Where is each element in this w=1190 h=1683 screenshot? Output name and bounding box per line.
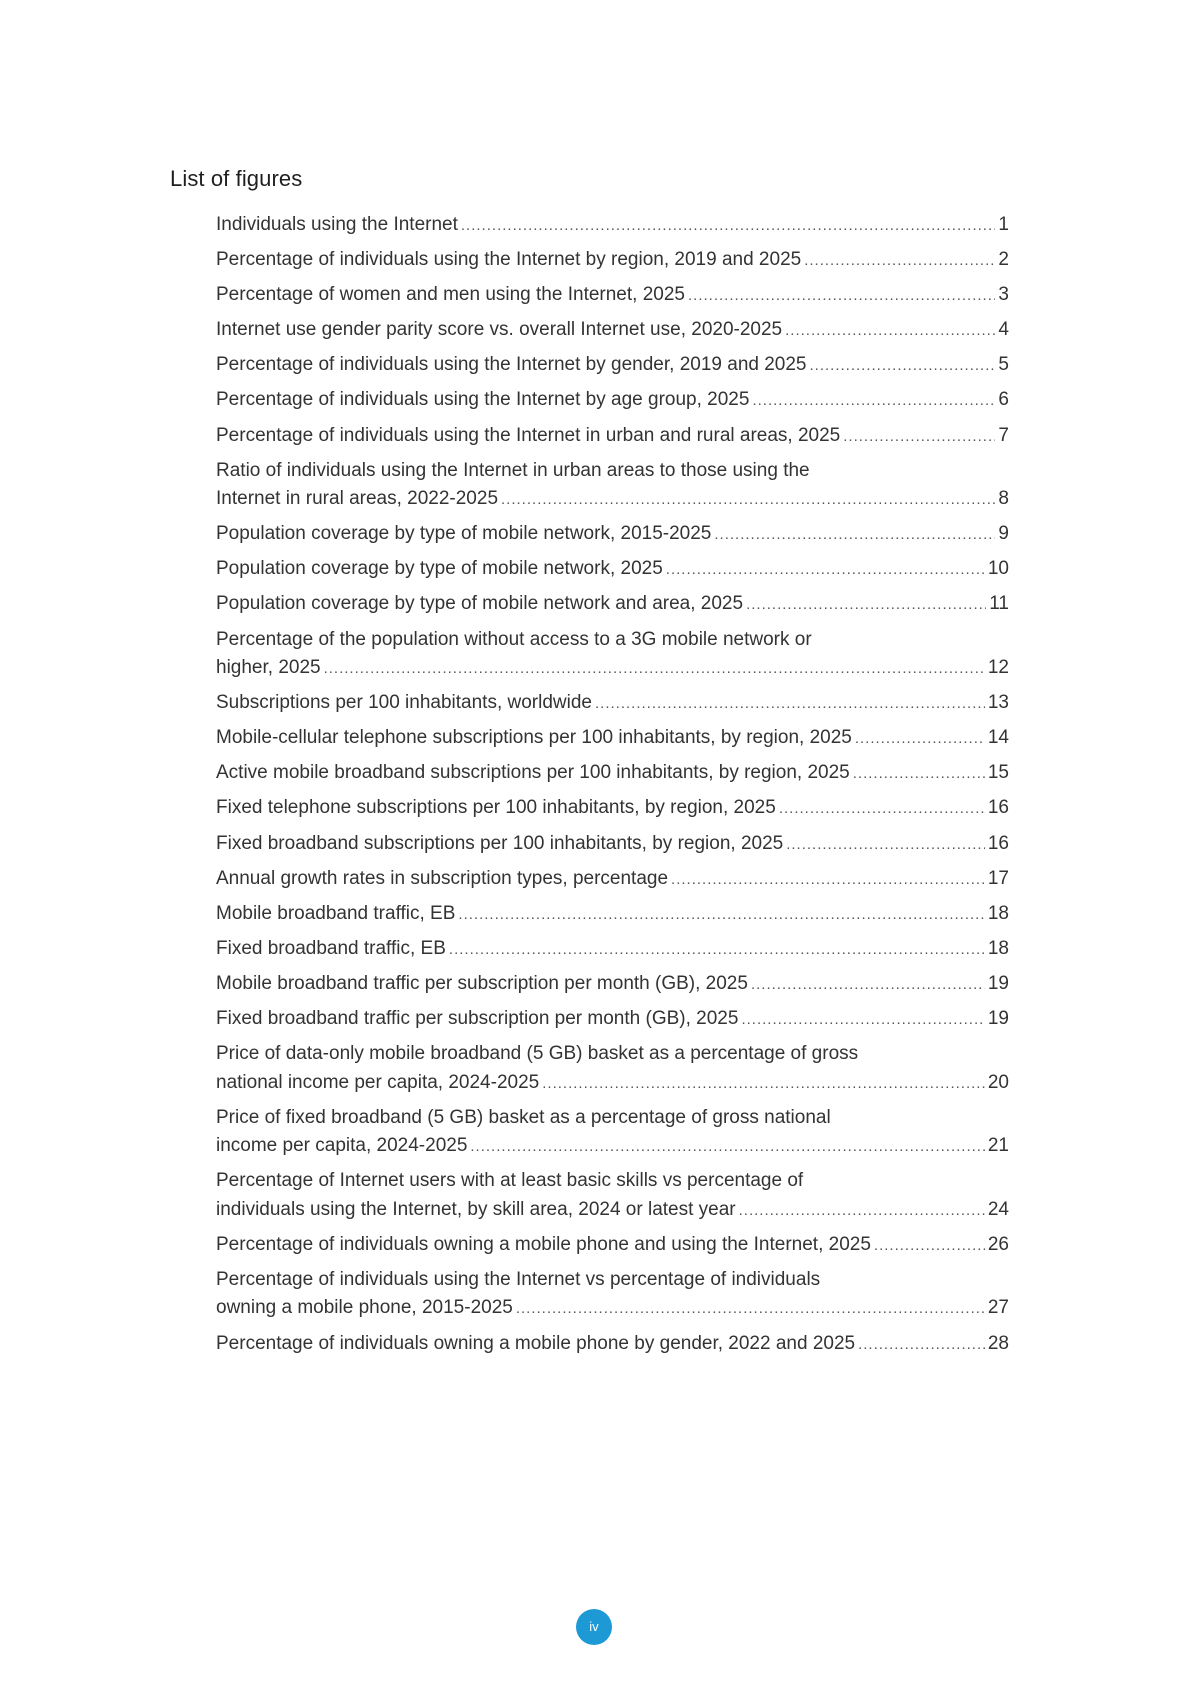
figure-list-item[interactable]: [216, 351, 1009, 381]
figure-title: Internet use gender parity score vs. overall Internet use, 2020-2025: [216, 319, 783, 341]
figure-page-number: 13: [987, 692, 1009, 714]
figure-page-number: 18: [987, 902, 1009, 924]
figure-title: Active mobile broadband subscriptions per 100 inhabitants, by region, 2025: [216, 762, 850, 784]
dot-leader: [688, 282, 995, 311]
dot-leader: [751, 971, 985, 1000]
figure-title: Population coverage by type of mobile network, 2015-2025: [216, 523, 712, 545]
figure-title: Fixed broadband subscriptions per 100 inhabitants, by region, 2025: [216, 832, 784, 854]
dot-leader: [746, 591, 986, 620]
dot-leader: [324, 655, 985, 684]
dot-leader: [666, 556, 985, 585]
figure-list-item[interactable]: [216, 316, 1009, 346]
figure-page-number: 3: [998, 284, 1009, 306]
figure-page-number: 21: [987, 1135, 1009, 1157]
figure-list-item[interactable]: [216, 211, 1009, 241]
dot-leader: [874, 1232, 985, 1261]
dot-leader: [855, 725, 985, 754]
figure-page-number: 16: [987, 832, 1009, 854]
dot-leader: [516, 1295, 985, 1324]
figure-list-item[interactable]: [216, 555, 1009, 585]
figure-page-number: 12: [987, 657, 1009, 679]
figure-list-item[interactable]: [216, 520, 1009, 550]
figure-list-item[interactable]: [216, 865, 1009, 895]
dot-leader: [804, 247, 995, 276]
dot-leader: [843, 423, 995, 452]
figure-list-item[interactable]: [216, 590, 1009, 620]
figure-title-first-line: Percentage of individuals using the Internet vs percentage of individuals: [216, 1268, 821, 1290]
figure-title: Population coverage by type of mobile network and area, 2025: [216, 593, 744, 615]
figure-title-first-line: Percentage of Internet users with at least basic skills vs percentage of: [216, 1170, 804, 1192]
figure-page-number: 10: [987, 558, 1009, 580]
dot-leader: [779, 795, 985, 824]
figure-title: income per capita, 2024-2025: [216, 1135, 468, 1157]
figure-list-item[interactable]: [216, 830, 1009, 860]
figure-title-first-line: Ratio of individuals using the Internet in urban areas to those using the: [216, 459, 810, 481]
figure-title: Mobile broadband traffic per subscription per month (GB), 2025: [216, 972, 748, 994]
figure-page-number: 5: [998, 354, 1009, 376]
figure-title: Percentage of individuals owning a mobile phone by gender, 2022 and 2025: [216, 1332, 856, 1354]
figure-page-number: 18: [987, 937, 1009, 959]
figure-list-item[interactable]: [216, 386, 1009, 416]
figure-list-item[interactable]: [216, 900, 1009, 930]
figure-list-item[interactable]: [216, 759, 1009, 789]
figure-title: Subscriptions per 100 inhabitants, worldwide: [216, 692, 592, 714]
figure-page-number: 15: [987, 762, 1009, 784]
figure-title: Population coverage by type of mobile network, 2025: [216, 558, 663, 580]
figure-page-number: 6: [998, 389, 1009, 411]
figure-page-number: 4: [998, 319, 1009, 341]
figure-page-number: 2: [998, 249, 1009, 271]
figure-list-item[interactable]: [216, 246, 1009, 276]
dot-leader: [595, 690, 985, 719]
figure-title: Annual growth rates in subscription types, percentage: [216, 867, 669, 889]
figure-title: national income per capita, 2024-2025: [216, 1071, 540, 1093]
figure-list-item[interactable]: [216, 724, 1009, 754]
figure-title-first-line: Price of data-only mobile broadband (5 GB) basket as a percentage of gross: [216, 1043, 859, 1065]
dot-leader: [714, 521, 995, 550]
figure-title: Individuals using the Internet: [216, 214, 458, 235]
figure-list-item[interactable]: [216, 457, 1009, 515]
page-title: List of figures: [170, 166, 303, 191]
page-number-badge: iv: [576, 1609, 612, 1645]
dot-leader: [449, 936, 985, 965]
figure-list-item[interactable]: [216, 1167, 1009, 1225]
figure-title: Mobile broadband traffic, EB: [216, 902, 456, 924]
dot-leader: [470, 1133, 984, 1162]
figure-list-item[interactable]: [216, 1266, 1009, 1324]
figure-list-item[interactable]: [216, 1104, 1009, 1162]
dot-leader: [741, 1006, 984, 1035]
figure-list-item[interactable]: [216, 1005, 1009, 1035]
figure-list-item[interactable]: [216, 281, 1009, 311]
figure-title: higher, 2025: [216, 657, 321, 679]
dot-leader: [810, 352, 996, 381]
figure-title: Percentage of individuals owning a mobile phone and using the Internet, 2025: [216, 1233, 871, 1255]
figure-list-item[interactable]: [216, 689, 1009, 719]
figure-title: Percentage of individuals using the Internet in urban and rural areas, 2025: [216, 424, 841, 446]
figure-page-number: 14: [987, 727, 1009, 749]
figure-title: Fixed broadband traffic, EB: [216, 937, 446, 959]
figure-title: Internet in rural areas, 2022-2025: [216, 488, 499, 510]
figure-list-item[interactable]: [216, 422, 1009, 452]
figure-list-item[interactable]: [216, 970, 1009, 1000]
figure-title: Percentage of individuals using the Internet by age group, 2025: [216, 389, 750, 411]
figure-title: Mobile-cellular telephone subscriptions per 100 inhabitants, by region, 2025: [216, 727, 852, 749]
figure-title-first-line: Price of fixed broadband (5 GB) basket as a percentage of gross national: [216, 1106, 831, 1128]
figure-list-item[interactable]: [216, 935, 1009, 965]
figure-list-item[interactable]: [216, 626, 1009, 684]
figure-page-number: 20: [987, 1071, 1009, 1093]
figure-list-item[interactable]: [216, 1330, 1009, 1360]
dot-leader: [752, 387, 995, 416]
dot-leader: [461, 212, 996, 241]
dot-leader: [458, 901, 984, 930]
figure-page-number: 11: [989, 593, 1009, 615]
figure-title: Percentage of individuals using the Internet by region, 2019 and 2025: [216, 249, 802, 271]
figure-title: Fixed broadband traffic per subscription per month (GB), 2025: [216, 1007, 739, 1029]
figure-page-number: 17: [987, 867, 1009, 889]
figure-list-item[interactable]: [216, 1231, 1009, 1261]
figure-page-number: 16: [987, 797, 1009, 819]
dot-leader: [671, 866, 985, 895]
dot-leader: [501, 486, 995, 515]
figure-page-number: 8: [998, 488, 1009, 510]
figure-page-number: 19: [987, 972, 1009, 994]
figure-page-number: 9: [998, 523, 1009, 545]
figure-page-number: 24: [987, 1198, 1009, 1220]
figure-title: owning a mobile phone, 2015-2025: [216, 1297, 513, 1319]
figures-list: [216, 211, 1009, 1365]
figure-title: individuals using the Internet, by skill area, 2024 or latest year: [216, 1198, 736, 1220]
figure-title-first-line: Percentage of the population without access to a 3G mobile network or: [216, 628, 812, 650]
figure-title: Percentage of individuals using the Internet by gender, 2019 and 2025: [216, 354, 807, 376]
dot-leader: [542, 1070, 985, 1099]
figure-page-number: 1: [998, 214, 1009, 235]
figure-page-number: 28: [987, 1332, 1009, 1354]
dot-leader: [853, 760, 985, 789]
figure-page-number: 7: [998, 424, 1009, 446]
dot-leader: [785, 317, 995, 346]
dot-leader: [858, 1331, 985, 1360]
figure-page-number: 27: [987, 1297, 1009, 1319]
figure-page-number: 26: [987, 1233, 1009, 1255]
figure-page-number: 19: [987, 1007, 1009, 1029]
dot-leader: [786, 831, 985, 860]
dot-leader: [739, 1197, 985, 1226]
figure-title: Fixed telephone subscriptions per 100 inhabitants, by region, 2025: [216, 797, 776, 819]
figure-title: Percentage of women and men using the Internet, 2025: [216, 284, 685, 306]
figure-list-item[interactable]: [216, 1040, 1009, 1098]
figure-list-item[interactable]: [216, 794, 1009, 824]
